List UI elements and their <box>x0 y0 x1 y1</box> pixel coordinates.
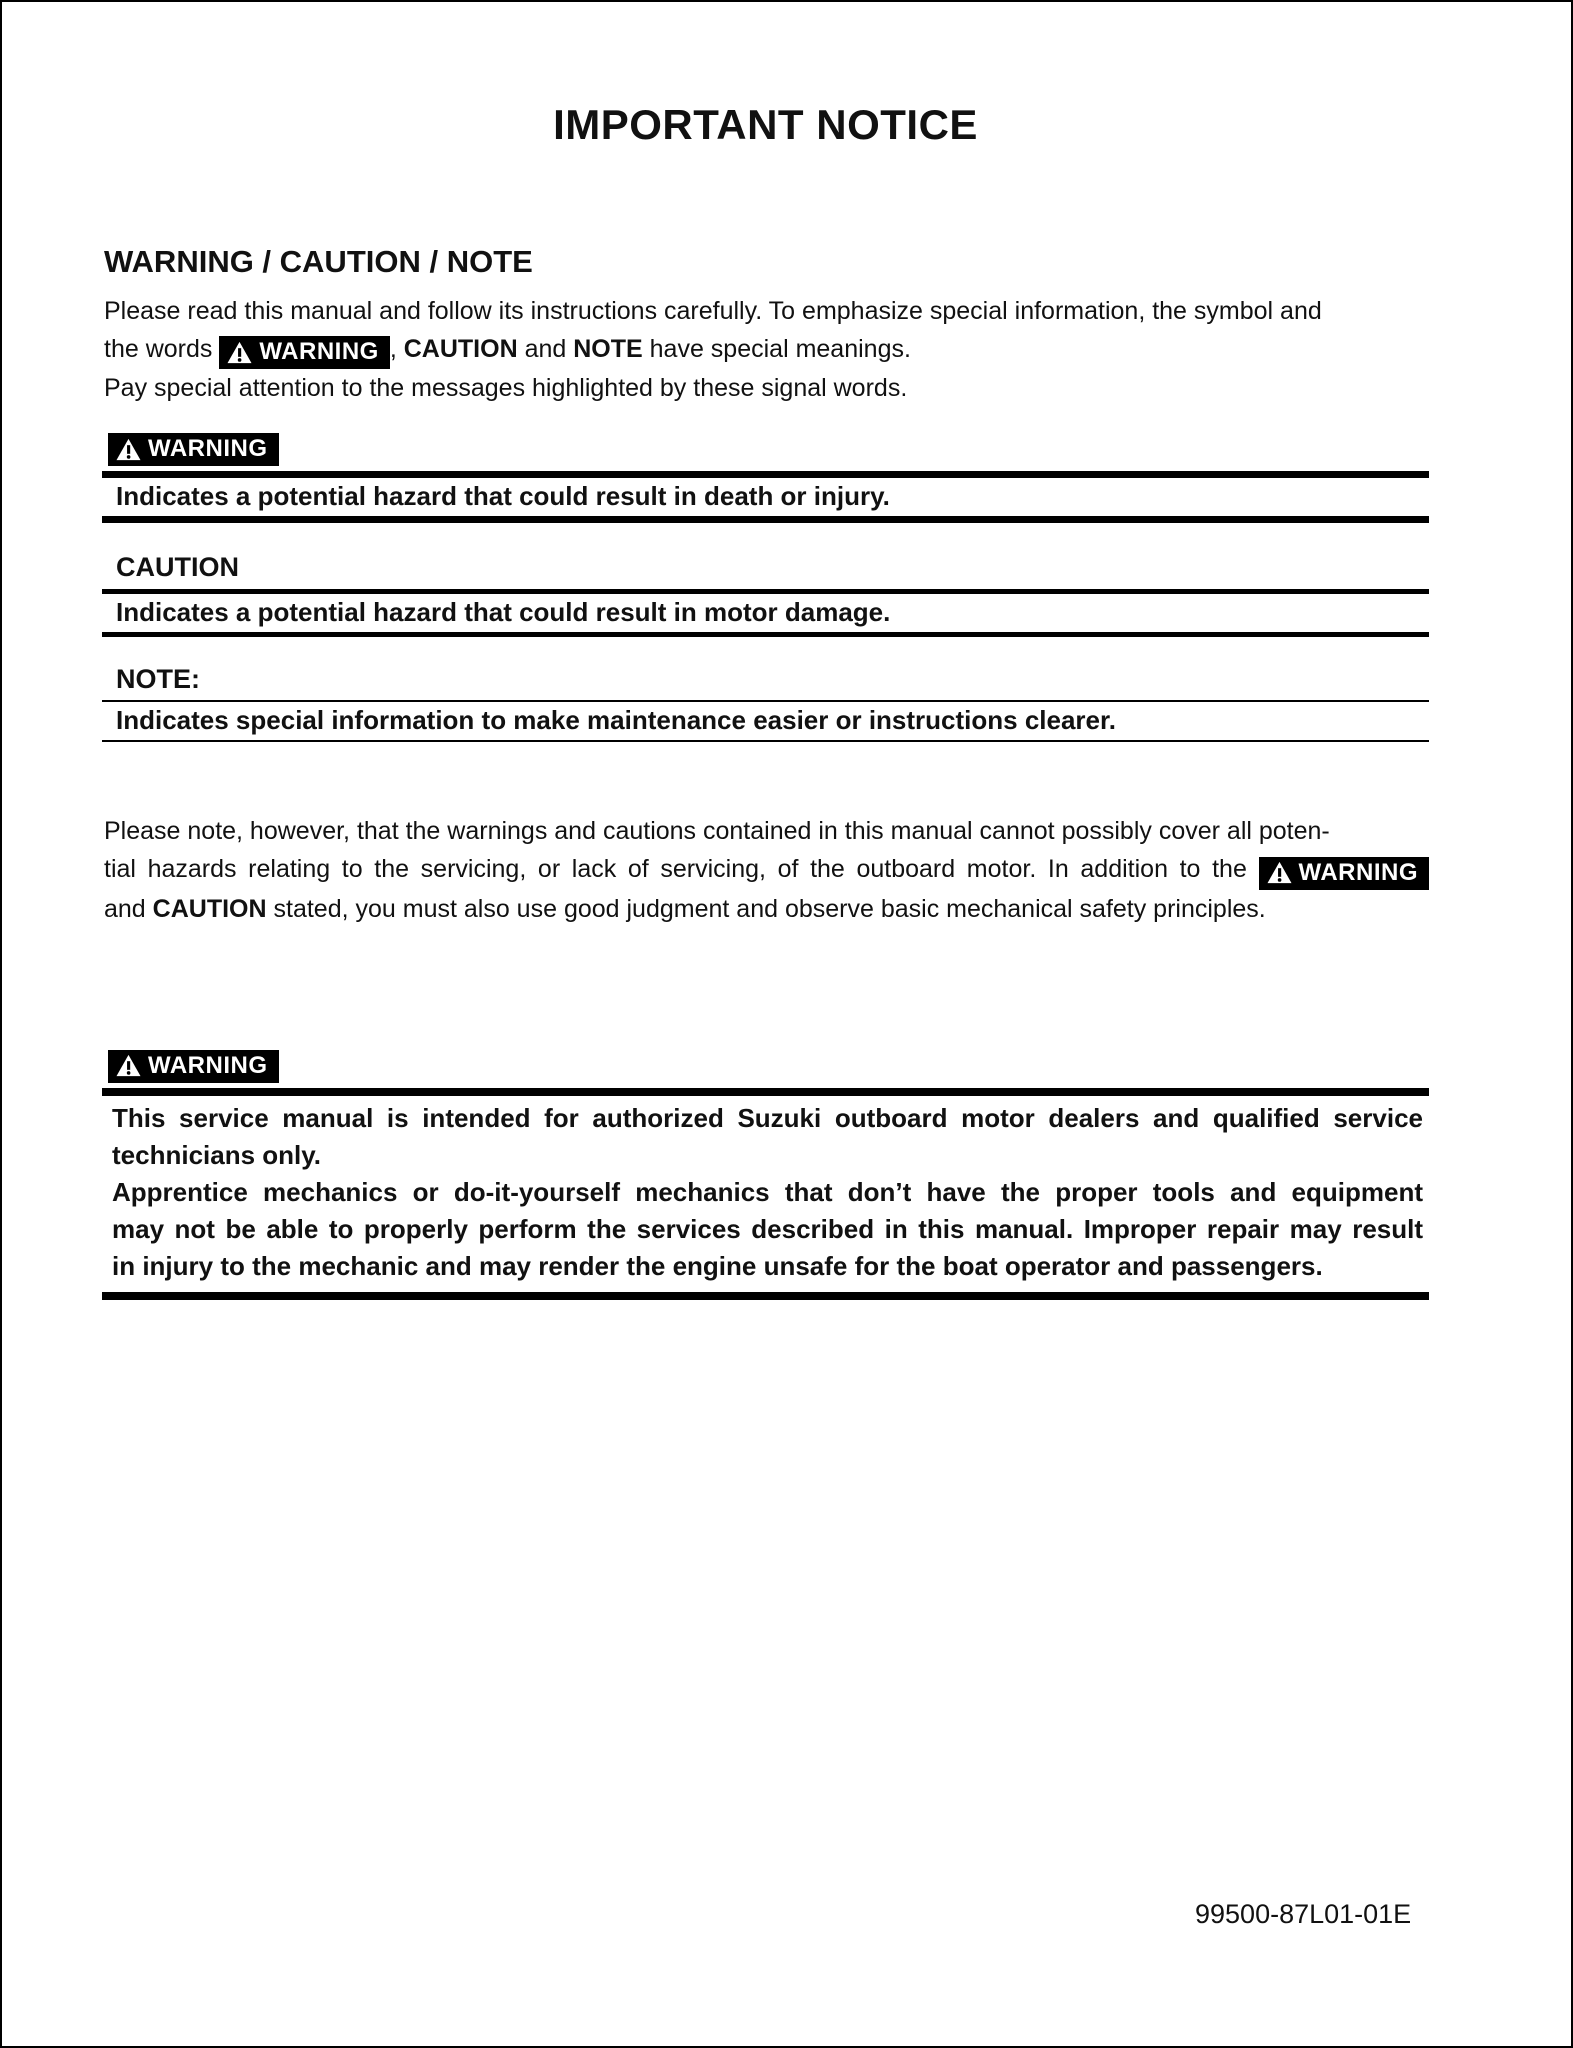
note-definition-text: Indicates special information to make maintenance easier or instructions clearer. <box>116 705 1116 736</box>
warning-badge <box>219 336 390 369</box>
warning-badge-label: WARNING <box>148 435 268 463</box>
body-line-3-pre: and <box>104 894 153 923</box>
service-warning-line-5: in injury to the mechanic and may render the engine unsafe for the boat operator and passengers. <box>112 1250 1323 1281</box>
warning-rule-box <box>102 471 1429 523</box>
body-line-3-post: stated, you must also use good judgment and observe basic mechanical safety principles. <box>266 894 1266 923</box>
page-content <box>2 102 1571 1300</box>
service-warning-box <box>102 1088 1429 1300</box>
warning-badge-label: WARNING <box>148 1051 268 1079</box>
caution-definition-text: Indicates a potential hazard that could result in motor damage. <box>116 596 891 627</box>
warning-triangle-icon <box>116 1054 141 1077</box>
body-line-3 <box>104 890 1429 928</box>
warning-badge-label: WARNING <box>1298 858 1418 886</box>
caution-word: CAUTION <box>403 334 518 363</box>
signal-block-note <box>102 663 1429 742</box>
note-word: NOTE <box>573 334 643 363</box>
intro-line-3: Pay special attention to the messages highlighted by these signal words. <box>104 374 908 403</box>
warning-badge-row <box>108 433 1429 466</box>
warning-definition-text: Indicates a potential hazard that could result in death or injury. <box>116 481 890 512</box>
intro-line-1: Please read this manual and follow its instructions carefully. To emphasize special information, the symbol and <box>104 296 1322 325</box>
service-warning-section <box>102 1050 1429 1300</box>
caution-rule-box <box>102 589 1429 637</box>
service-warning-line-3: Apprentice mechanics or do-it-yourself mechanics that don’t have the proper tools and equipment <box>112 1176 1423 1207</box>
warning-badge <box>108 433 279 466</box>
body-line-2-text: tial hazards relating to the servicing, or lack of servicing, of the outboard motor. In addition to the <box>104 855 1259 884</box>
service-warning-line-2: technicians only. <box>112 1139 322 1170</box>
body-line-2 <box>104 850 1429 890</box>
intro-line-2-and: and <box>517 334 574 363</box>
caution-word: CAUTION <box>152 894 267 923</box>
note-label: NOTE: <box>116 663 200 694</box>
caution-label: CAUTION <box>116 552 239 583</box>
signal-block-warning <box>102 433 1429 523</box>
warning-badge <box>1259 857 1430 890</box>
note-rule-box <box>102 700 1429 742</box>
section-heading: WARNING / CAUTION / NOTE <box>104 244 533 280</box>
intro-line-2-post: have special meanings. <box>642 334 911 363</box>
warning-triangle-icon <box>1267 861 1292 884</box>
document-part-number: 99500-87L01-01E <box>1195 1899 1412 1929</box>
warning-triangle-icon <box>227 341 252 364</box>
warning-badge-label: WARNING <box>259 338 379 366</box>
body-line-1: Please note, however, that the warnings and cautions contained in this manual cannot possibly cover all poten- <box>104 817 1330 846</box>
page-title: IMPORTANT NOTICE <box>553 101 978 148</box>
intro-line-2-pre: the words <box>104 334 220 363</box>
intro-line-2 <box>104 330 1429 370</box>
intro-line-2-comma: , <box>389 334 404 363</box>
service-warning-line-4: may not be able to properly perform the services described in this manual. Improper repair may result <box>112 1213 1423 1244</box>
service-warning-line-1: This service manual is intended for authorized Suzuki outboard motor dealers and qualified service <box>112 1102 1423 1133</box>
warning-badge-row <box>108 1050 1429 1083</box>
intro-paragraph <box>102 292 1429 408</box>
warning-triangle-icon <box>116 438 141 461</box>
warning-badge <box>108 1050 279 1083</box>
body-paragraph <box>102 812 1429 928</box>
signal-block-caution <box>102 551 1429 636</box>
